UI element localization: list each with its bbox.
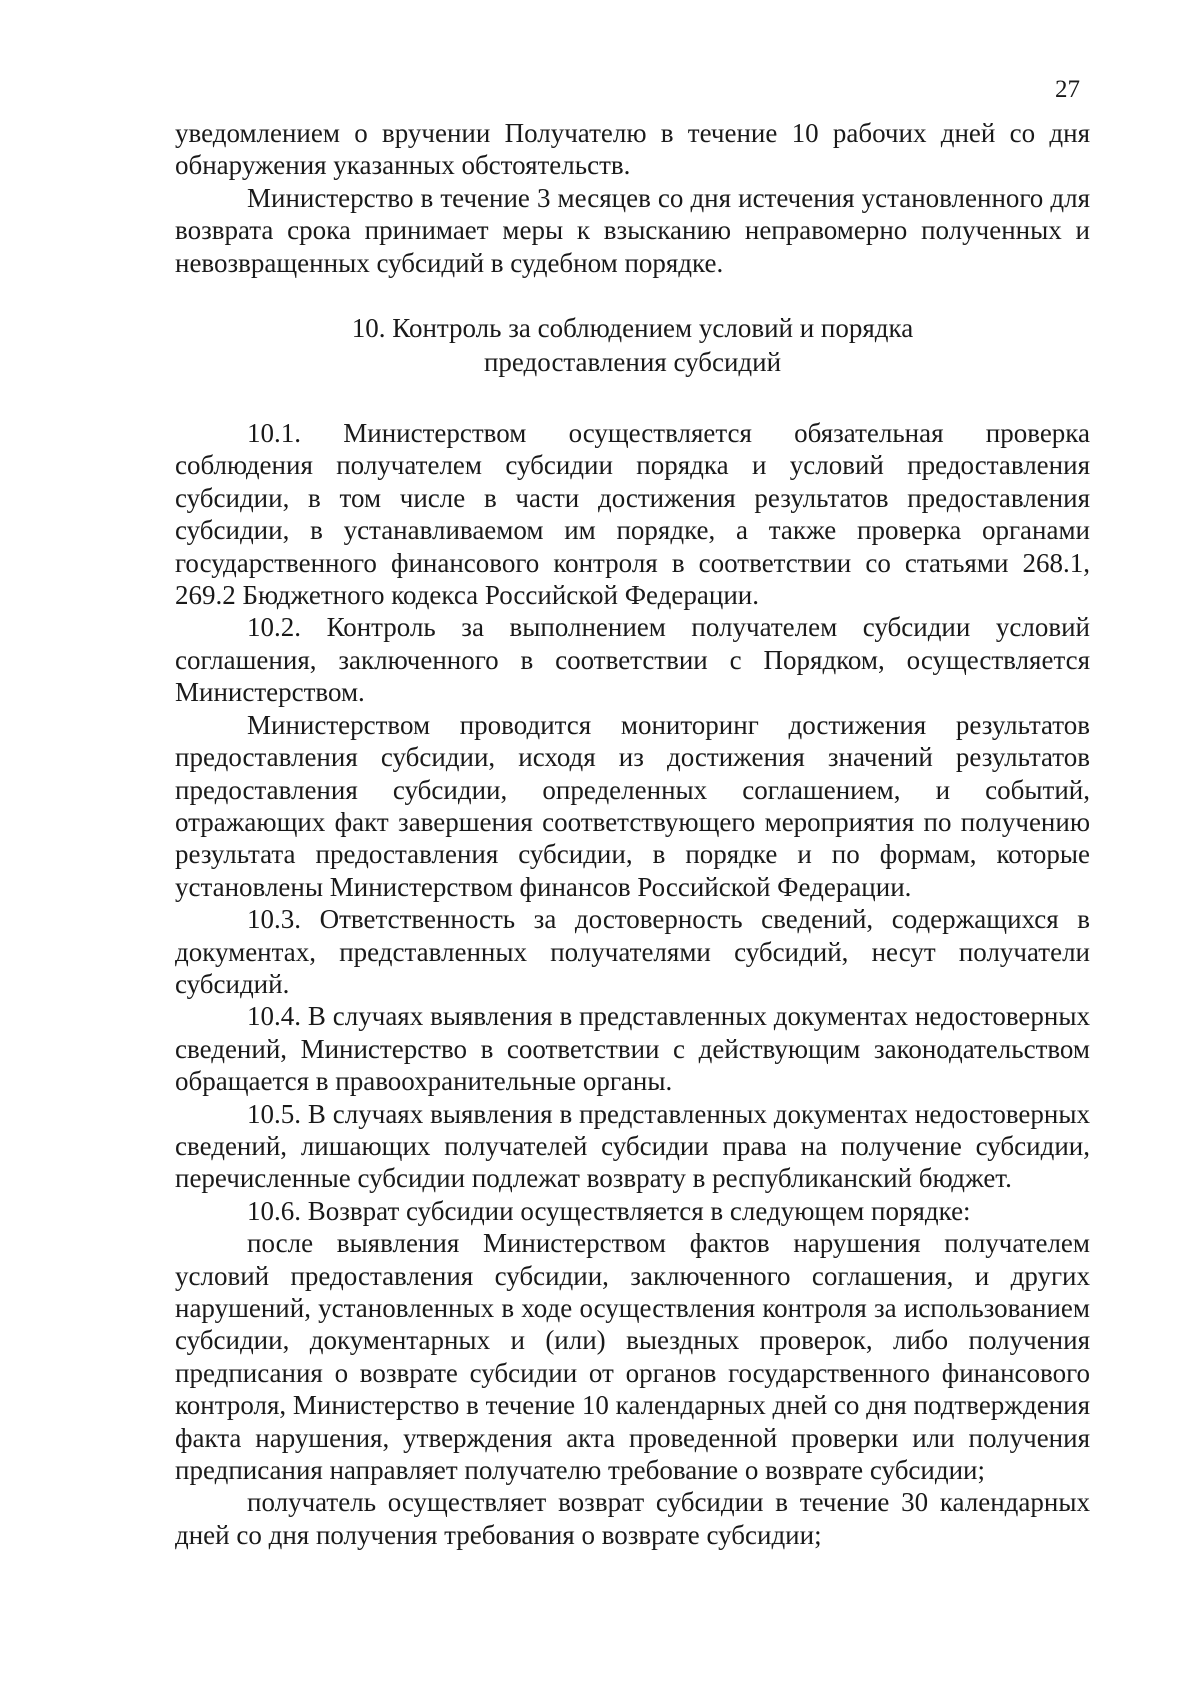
section-heading bbox=[175, 311, 1090, 379]
paragraph-10-2: 10.2. Контроль за выполнением получателем субсидии условий соглашения, заключенного в соответствии с Порядком, осуществляется Министерством. bbox=[175, 612, 1090, 708]
page-number: 27 bbox=[1055, 76, 1080, 103]
paragraph-10-6-step-1: после выявления Министерством фактов нарушения получателем условий предоставления субсидии, заключенного соглашения, и других нарушений, установленных в ходе осуществления контроля за использованием субсидии, документарных и (или) выездных проверок, либо получения предписания о возврате субсидии от органов государственного финансового контроля, Министерство в течение 10 календарных дней со дня подтверждения факта нарушения, утверждения акта проведенной проверки или получения предписания направляет получателю требование о возврате субсидии; bbox=[175, 1228, 1090, 1486]
paragraph-10-6: 10.6. Возврат субсидии осуществляется в следующем порядке: bbox=[247, 1195, 971, 1226]
paragraph-10-5: 10.5. В случаях выявления в представленных документах недостоверных сведений, лишающих получателей субсидии права на получение субсидии, перечисленные субсидии подлежат возврату в республиканский бюджет. bbox=[175, 1098, 1090, 1194]
section-heading-line-2: предоставления субсидий bbox=[483, 347, 782, 378]
paragraph-10-3: 10.3. Ответственность за достоверность сведений, содержащихся в документах, представленных получателями субсидий, несут получатели субсидий. bbox=[175, 904, 1090, 999]
paragraph-10-6-step-2: получатель осуществляет возврат субсидии в течение 30 календарных дней со дня получения требования о возврате субсидии; bbox=[175, 1487, 1090, 1550]
paragraph-monitoring: Министерством проводится мониторинг достижения результатов предоставления субсидии, исходя из достижения значений результатов предоставления субсидии, определенных соглашением, и событий, отражающих факт завершения соответствующего мероприятия по получению результата предоставления субсидии, в порядке и по формам, которые установлены Министерством финансов Российской Федерации. bbox=[175, 709, 1090, 902]
paragraph-ministry-recovery: Министерство в течение 3 месяцев со дня истечения установленного для возврата срока принимает меры к взысканию неправомерно полученных и невозвращенных субсидий в судебном порядке. bbox=[175, 182, 1090, 278]
paragraph-continuation: уведомлением о вручении Получателю в течение 10 рабочих дней со дня обнаружения указанных обстоятельств. bbox=[175, 118, 1090, 181]
section-heading-line-1: 10. Контроль за соблюдением условий и порядка bbox=[351, 313, 914, 344]
paragraph-10-1: 10.1. Министерством осуществляется обязательная проверка соблюдения получателем субсидии порядка и условий предоставления субсидии, в том числе в части достижения результатов предоставления субсидии, в устанавливаемом им порядке, а также проверка органами государственного финансового контроля в соответствии со статьями 268.1, 269.2 Бюджетного кодекса Российской Федерации. bbox=[175, 418, 1090, 611]
document-body bbox=[175, 117, 1090, 1551]
paragraph-10-4: 10.4. В случаях выявления в представленных документах недостоверных сведений, Министерство в соответствии с действующим законодательством обращается в правоохранительные органы. bbox=[175, 1001, 1090, 1097]
